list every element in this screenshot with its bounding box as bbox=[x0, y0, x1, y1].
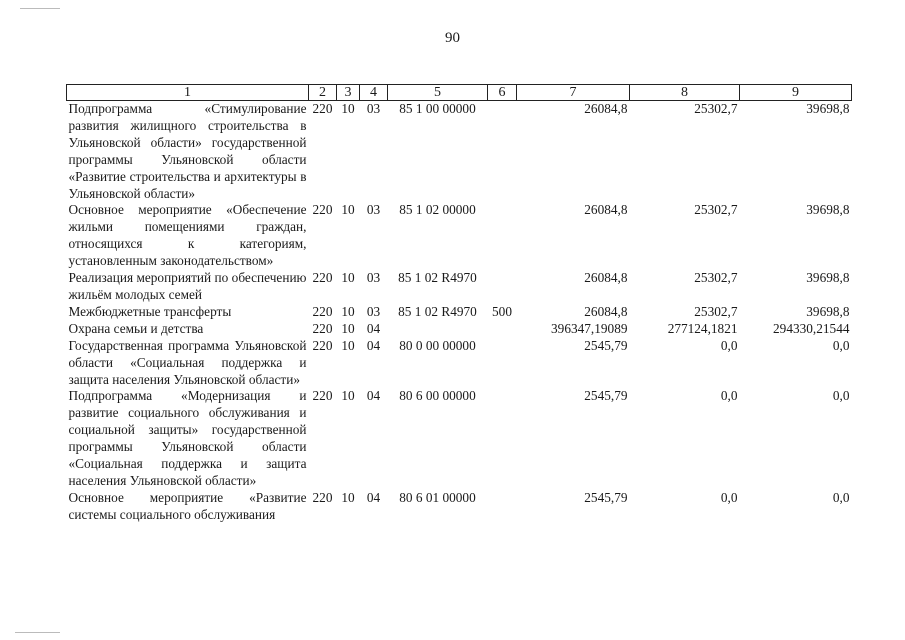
row-value-cell: 10 bbox=[341, 303, 355, 319]
row-name-cell: Подпрограмма «Стимулирование развития жилищного строительства в Ульяновской области» государственной программы Ульяновской области «Развитие строительства и архитектуры в Ульяновской области» bbox=[68, 101, 307, 201]
column-header: 5 bbox=[388, 85, 488, 101]
column-header: 7 bbox=[517, 85, 630, 101]
column-header: 3 bbox=[337, 85, 360, 101]
table-row bbox=[67, 321, 852, 338]
row-value-cell: 85 1 02 R4970 bbox=[398, 270, 477, 286]
row-value-cell: 85 1 02 R4970 bbox=[398, 303, 477, 319]
row-value-cell bbox=[488, 202, 517, 270]
row-value-cell: 25302,7 bbox=[694, 303, 738, 319]
row-value-cell: 0,0 bbox=[832, 388, 850, 404]
row-value-cell: 220 bbox=[312, 388, 333, 404]
row-value-cell: 0,0 bbox=[832, 337, 850, 353]
table-row bbox=[67, 388, 852, 489]
row-name-cell: Реализация мероприятий по обеспечению жильём молодых семей bbox=[68, 270, 307, 302]
row-value-cell: 03 bbox=[366, 303, 381, 319]
row-value-cell: 0,0 bbox=[720, 489, 738, 505]
row-value-cell: 80 6 00 00000 bbox=[399, 388, 476, 404]
row-value-cell: 85 1 02 00000 bbox=[399, 202, 476, 218]
row-value-cell: 0,0 bbox=[720, 337, 738, 353]
row-name-cell: Межбюджетные трансферты bbox=[68, 303, 232, 319]
row-value-cell: 26084,8 bbox=[584, 270, 628, 286]
row-value-cell: 10 bbox=[341, 270, 355, 286]
row-value-cell: 26084,8 bbox=[584, 303, 628, 319]
row-value-cell: 0,0 bbox=[720, 388, 738, 404]
row-value-cell: 04 bbox=[366, 320, 381, 336]
budget-table bbox=[66, 84, 852, 524]
row-name-cell: Государственная программа Ульяновской области «Социальная поддержка и защита населения Ульяновской области» bbox=[68, 337, 307, 387]
page-number: 90 bbox=[445, 30, 460, 46]
row-value-cell bbox=[488, 321, 517, 338]
row-value-cell: 25302,7 bbox=[694, 270, 738, 286]
row-value-cell: 39698,8 bbox=[806, 270, 850, 286]
row-value-cell: 39698,8 bbox=[806, 202, 850, 218]
row-value-cell: 220 bbox=[312, 489, 333, 505]
table-row bbox=[67, 101, 852, 203]
row-value-cell: 2545,79 bbox=[584, 388, 628, 404]
row-value-cell: 220 bbox=[312, 202, 333, 218]
column-header: 1 bbox=[67, 85, 309, 101]
row-value-cell: 39698,8 bbox=[806, 101, 850, 116]
row-value-cell bbox=[488, 270, 517, 304]
row-value-cell bbox=[488, 101, 517, 203]
row-value-cell: 80 6 01 00000 bbox=[399, 489, 476, 505]
table-row bbox=[67, 338, 852, 389]
column-header: 8 bbox=[630, 85, 740, 101]
row-value-cell: 10 bbox=[341, 489, 355, 505]
row-value-cell: 26084,8 bbox=[584, 101, 628, 116]
row-value-cell: 294330,21544 bbox=[773, 320, 850, 336]
table-row bbox=[67, 270, 852, 304]
row-value-cell: 277124,1821 bbox=[667, 320, 738, 336]
row-value-cell: 04 bbox=[366, 489, 381, 505]
column-header: 2 bbox=[309, 85, 337, 101]
table-row bbox=[67, 304, 852, 321]
row-value-cell: 0,0 bbox=[832, 489, 850, 505]
row-value-cell: 220 bbox=[312, 320, 333, 336]
row-value-cell: 26084,8 bbox=[584, 202, 628, 218]
table-row bbox=[67, 202, 852, 270]
row-value-cell: 04 bbox=[366, 337, 381, 353]
row-value-cell: 2545,79 bbox=[584, 489, 628, 505]
row-value-cell: 03 bbox=[366, 270, 381, 286]
column-header: 9 bbox=[740, 85, 852, 101]
row-name-cell: Подпрограмма «Модернизация и развитие социального обслуживания и социальной защиты» государственной программы Ульяновской области «Социальная поддержка и защита населения Ульяновской области» bbox=[68, 388, 307, 488]
row-value-cell: 39698,8 bbox=[806, 303, 850, 319]
scan-edge-line bbox=[20, 8, 60, 9]
row-value-cell: 500 bbox=[492, 303, 512, 319]
row-value-cell: 04 bbox=[366, 388, 381, 404]
row-value-cell: 10 bbox=[341, 101, 355, 116]
scan-edge-line bbox=[15, 632, 60, 633]
row-value-cell: 25302,7 bbox=[694, 202, 738, 218]
row-value-cell: 03 bbox=[366, 101, 381, 116]
row-value-cell: 85 1 00 00000 bbox=[399, 101, 476, 116]
row-value-cell: 10 bbox=[341, 202, 355, 218]
row-value-cell: 220 bbox=[312, 337, 333, 353]
row-value-cell: 80 0 00 00000 bbox=[399, 337, 476, 353]
row-value-cell: 220 bbox=[312, 101, 333, 116]
row-value-cell bbox=[388, 321, 488, 338]
table-row bbox=[67, 490, 852, 524]
row-value-cell: 396347,19089 bbox=[551, 320, 628, 336]
row-name-cell: Основное мероприятие «Обеспечение жильми помещениями граждан, относящихся к категориям, установленным законодательством» bbox=[68, 202, 307, 269]
row-value-cell: 03 bbox=[366, 202, 381, 218]
row-value-cell: 2545,79 bbox=[584, 337, 628, 353]
row-value-cell bbox=[488, 490, 517, 524]
column-header: 4 bbox=[360, 85, 388, 101]
row-name-cell: Основное мероприятие «Развитие системы социального обслуживания bbox=[68, 489, 307, 522]
row-value-cell: 220 bbox=[312, 303, 333, 319]
row-value-cell bbox=[488, 338, 517, 389]
row-value-cell: 25302,7 bbox=[694, 101, 738, 116]
header-row bbox=[67, 85, 852, 101]
row-value-cell: 10 bbox=[341, 320, 355, 336]
row-name-cell: Охрана семьи и детства bbox=[68, 320, 204, 336]
row-value-cell bbox=[488, 388, 517, 489]
row-value-cell: 220 bbox=[312, 270, 333, 286]
column-header: 6 bbox=[488, 85, 517, 101]
row-value-cell: 10 bbox=[341, 388, 355, 404]
row-value-cell: 10 bbox=[341, 337, 355, 353]
